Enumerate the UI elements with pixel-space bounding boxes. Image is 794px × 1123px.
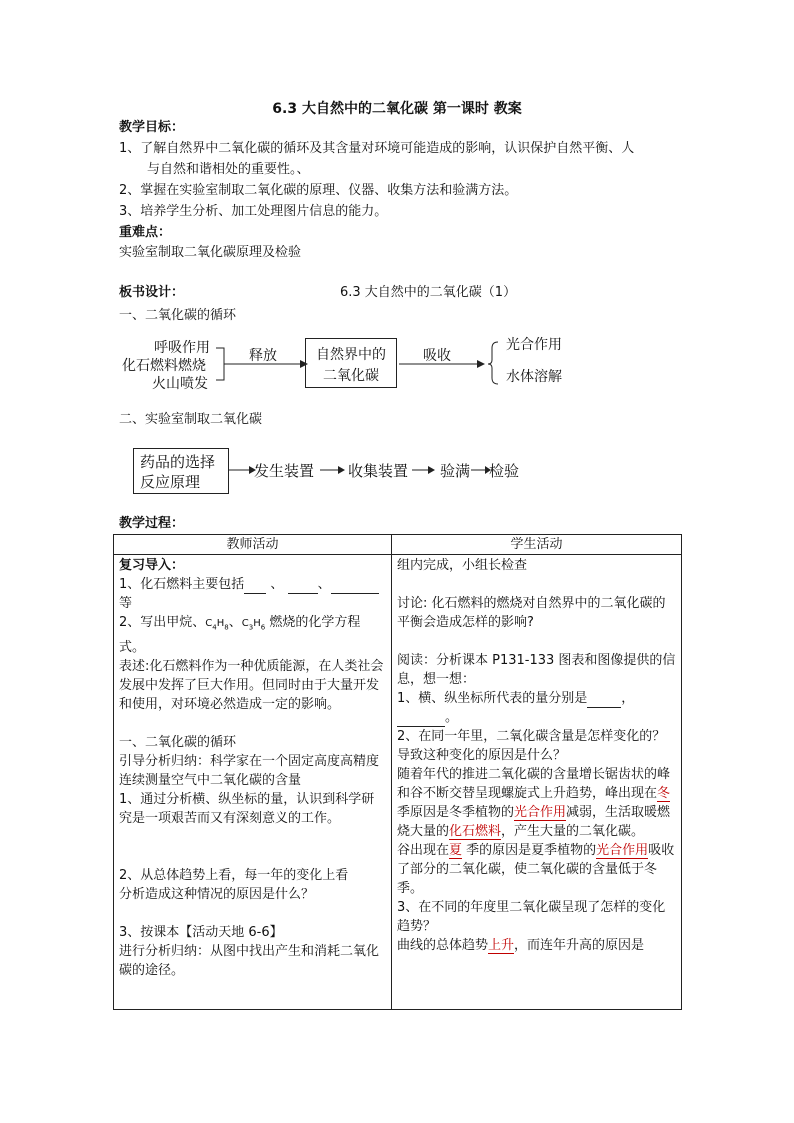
teacher-guide: 引导分析归纳：科学家在一个固定高度高精度连续测量空气中二氧化碳的含量 [119, 753, 380, 788]
sink-brace [486, 338, 506, 388]
page-title: 6.3 大自然中的二氧化碳 第一课时 教案 [272, 101, 522, 117]
student-r2: 2、在同一年里，二氧化碳含量是怎样变化的？导致这种变化的原因是什么？ [397, 729, 666, 763]
teacher-statement: 表述:化石燃料作为一种优质能源，在人类社会发展中发挥了巨大作用。但同时由于大量开发和使用，对环境必然造成一定的影响。 [119, 658, 384, 712]
source-respiration: 呼吸作用 [154, 340, 210, 356]
teacher-step3a: 3、按课本【活动天地 6-6】 [119, 924, 283, 940]
header-student: 学生活动 [392, 535, 682, 555]
student-a2: 随着年代的推进二氧化碳的含量增长锯齿状的峰和谷不断交替呈现螺旋式上升趋势，峰出现在冬 季原因是冬季植物的光合作用减弱，生活取暖燃烧大量的化石燃料，产生大量的二氧化碳。 [397, 767, 671, 839]
table-header-row [114, 535, 682, 555]
reagent-line2: 反应原理 [140, 473, 201, 491]
sink-photosynthesis: 光合作用 [506, 337, 562, 353]
student-discuss: 讨论: 化石燃料的燃烧对自然界中的二氧化碳的平衡会造成怎样的影响? [397, 596, 666, 630]
cycle-heading: 一、二氧化碳的循环 [119, 734, 237, 750]
blank-line [397, 713, 445, 727]
teacher-q1: 1、化石燃料主要包括 、 、 等 [119, 575, 386, 613]
process-table [113, 534, 682, 1010]
section-lab-co2: 二、实验室制取二氧化碳 [119, 412, 263, 427]
keypoints-heading: 重难点： [119, 225, 172, 240]
source-volcano: 火山喷发 [152, 376, 208, 392]
student-a4: 曲线的总体趋势上升，而连年升高的原因是 [397, 938, 645, 953]
arrow-2 [320, 462, 350, 478]
teacher-step1: 1、通过分析横、纵坐标的量，认识到科学研究是一项艰苦而又有深刻意义的工作。 [119, 791, 375, 826]
table-row [114, 555, 682, 1010]
teacher-step3b: 进行分析归纳：从图中找出产生和消耗二氧化碳的途径。 [119, 943, 380, 978]
co2-box [305, 338, 397, 388]
objective-1: 1、了解自然界中二氧化碳的循环及其含量对环境可能造成的影响，认识保护自然平衡、人 [119, 141, 635, 156]
release-label: 释放 [249, 348, 277, 364]
header-teacher: 教师活动 [114, 535, 392, 555]
sink-water-dissolution: 水体溶解 [506, 369, 562, 385]
student-activity-cell [392, 555, 682, 1010]
co2-box-line1: 自然界中的 [316, 347, 386, 363]
step-collector: 收集装置 [348, 462, 409, 480]
objectives-heading: 教学目标： [119, 120, 185, 135]
review-heading: 复习导入： [119, 558, 185, 573]
step-test: 检验 [489, 462, 520, 480]
section-co2-cycle: 一、二氧化碳的循环 [119, 308, 237, 323]
reagent-box [133, 448, 229, 494]
teacher-step2a: 2、从总体趋势上看，每一年的变化上看 [119, 867, 349, 883]
objective-1-cont: 与自然和谐相处的重要性。、 [147, 162, 310, 177]
step-full-check: 验满 [440, 462, 471, 480]
source-fossil-fuel: 化石燃料燃烧 [122, 358, 206, 374]
objective-2: 2、掌握在实验室制取二氧化碳的原理、仪器、收集方法和验满方法。 [119, 183, 518, 198]
student-read: 阅读：分析课本 P131-133 图表和图像提供的信息，想一想： [397, 653, 676, 687]
student-a3: 谷出现在夏 季的原因是夏季植物的光合作用吸收了部分的二氧化碳，使二氧化碳的含量低于冬季。 [397, 843, 675, 896]
blank-line [587, 694, 621, 708]
process-heading: 教学过程： [119, 516, 185, 531]
blank-line [331, 580, 379, 594]
arrow-3 [412, 462, 442, 478]
student-r3: 3、在不同的年度里二氧化碳呈现了怎样的变化趋势？ [397, 900, 666, 934]
board-title: 6.3 大自然中的二氧化碳（1） [340, 285, 517, 300]
student-s1: 组内完成，小组长检查 [397, 558, 528, 573]
board-heading: 板书设计： [119, 285, 185, 300]
co2-box-line2: 二氧化碳 [323, 368, 379, 384]
step-generator: 发生装置 [254, 462, 315, 480]
student-r1: 1、横、纵坐标所代表的量分别是 ， 。 [397, 691, 635, 725]
absorb-label: 吸收 [423, 348, 451, 364]
teacher-q2: 2、写出甲烷、$C_4H_8$、$C_3H_6$ 燃烧的化学方程式。 [119, 615, 361, 655]
blank-line [244, 580, 266, 594]
objective-3: 3、培养学生分析、加工处理图片信息的能力。 [119, 204, 388, 219]
teacher-step2b: 分析造成这种情况的原因是什么？ [119, 886, 315, 902]
keypoints-text: 实验室制取二氧化碳原理及检验 [119, 245, 302, 260]
teacher-activity-cell [114, 555, 392, 1010]
reagent-line1: 药品的选择 [140, 453, 216, 471]
blank-line [288, 580, 318, 594]
